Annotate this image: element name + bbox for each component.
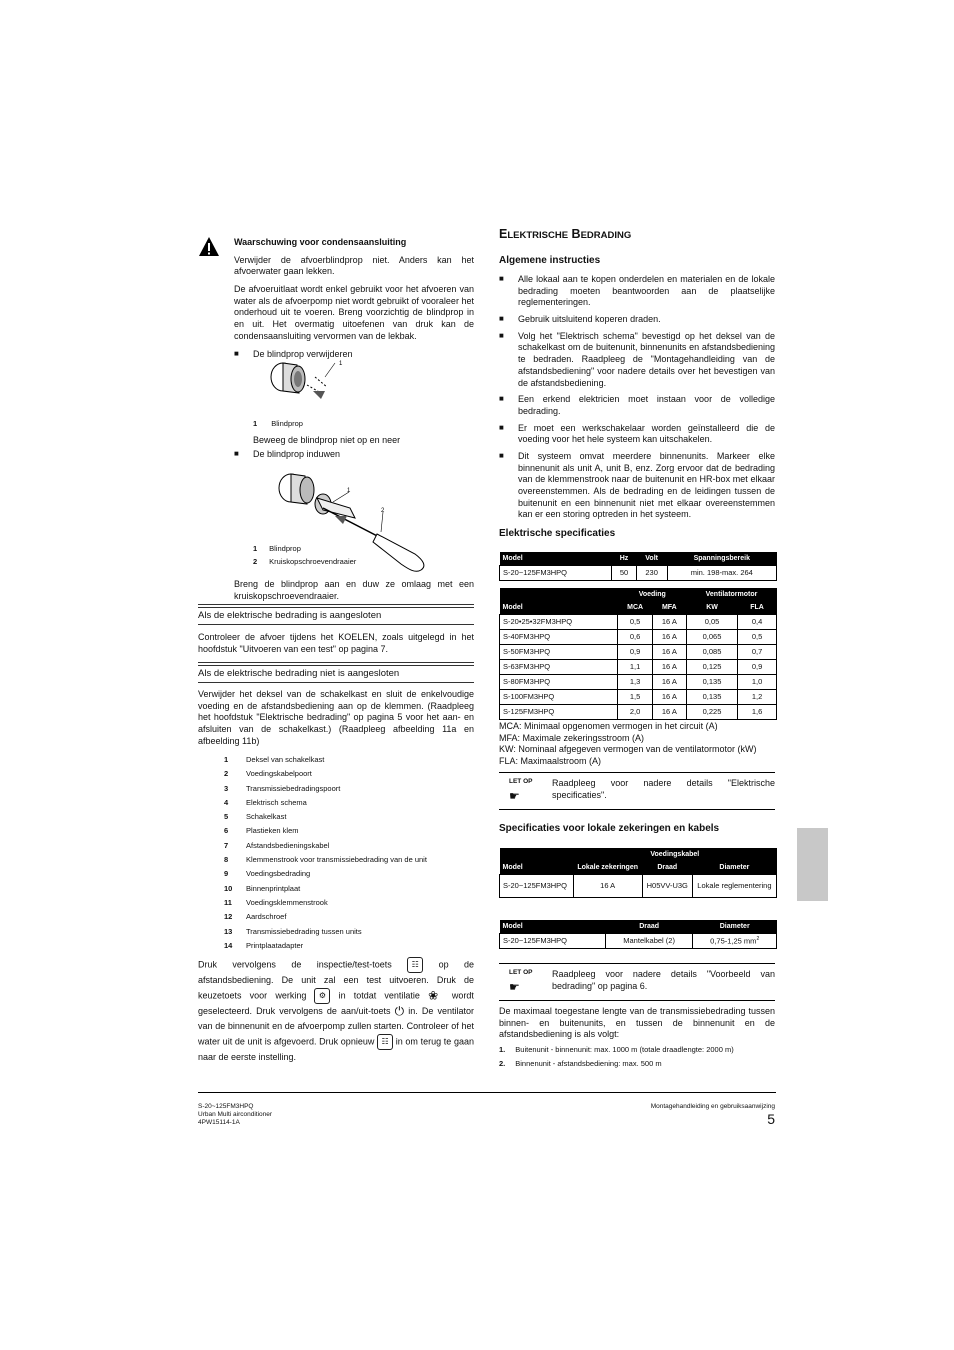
- list-item: 10 Binnenprintplaat: [224, 883, 301, 893]
- list-item: 14 Printplaatadapter: [224, 940, 304, 950]
- fan-icon: ❀: [428, 988, 444, 1003]
- table-row: S-40FM3HPQ 0,6 16 A 0,065 0,5: [500, 630, 777, 645]
- table-row: S-20~125FM3HPQ 50 230 min. 198-max. 264: [500, 566, 777, 581]
- fuse-title: Specificaties voor lokale zekeringen en kabels: [499, 823, 720, 834]
- bullet-insert: ■ De blindprop induwen: [234, 449, 493, 461]
- abbreviations: MCA: Minimaal opgenomen vermogen in het circuit (A) MFA: Maximale zekeringsstroom (A) KW: Nominaal afgegeven vermogen van de ventilatormotor (kW) FLA: Maximaalstroom (A): [499, 721, 757, 766]
- divider: [198, 662, 474, 666]
- table-row: S-63FM3HPQ 1,1 16 A 0,125 0,9: [500, 660, 777, 675]
- list-item: ■ Gebruik uitsluitend koperen draden.: [499, 314, 775, 326]
- list-item: ■ Alle lokaal aan te kopen onderdelen en materialen en de lokale bedrading moeten beantwoorden aan de plaatselijke reglementeringen.: [499, 274, 775, 309]
- table-transmission-cable: Model Draad Diameter S-20~125FM3HPQ Mantelkabel (2) 0,75-1,25 $mm^2$: [499, 920, 777, 949]
- table-fuse-cable: Voedingskabel Model Lokale zekeringen Draad Diameter S-20~125FM3HPQ 16 A H05VV-U3G Lokale reglementering: [499, 848, 777, 898]
- table-electrical-spec: Voeding Ventilatormotor Model MCA MFA KW FLA S-20•25•32FM3HPQ 0,5 16 A 0,05 0,4 S-40FM3HPQ 0,6 16 A 0,065 0,5 S-50FM3HPQ 0,9 16 A 0,085 0,7 S-63FM3HPQ 1,1 16 A 0,125 0,9 S-80FM3HPQ 1,3 16 A 0,135 1,0 S-100FM3HPQ 1,5 16 A 0,135 1,2 S-125FM3HPQ 2,0 16 A 0,225 1,6: [499, 588, 777, 720]
- bullet-remove: ■ De blindprop verwijderen: [234, 349, 474, 361]
- fig1-legend: 1 Blindprop: [253, 419, 303, 428]
- list-item: ■ Dit systeem omvat meerdere binnenunits. Markeer elke binnenunit als unit A, unit B, enz. Zorg ervoor dat de bedrading van de klemmenstrook naar de buitenunit en HR-box met elkaar overeenstemmen. Als de bedrading en de leidingen tussen de buitenunit en een binnenunit niet met elkaar overeenstemmen kan er een storing optreden in het systeem.: [499, 451, 775, 521]
- table-power-spec: Model Hz Volt Spanningsbereik S-20~125FM3HPQ 50 230 min. 198-max. 264: [499, 552, 777, 581]
- warning-p3: Beweeg de blindprop niet op en neer: [253, 435, 401, 445]
- page-title: ELEKTRISCHE BEDRADING: [499, 227, 632, 241]
- general-list: [499, 274, 775, 521]
- divider: [198, 682, 474, 683]
- table-row: S-20~125FM3HPQ 16 A H05VV-U3G Lokale reglementering: [500, 875, 777, 898]
- divider: [198, 624, 474, 625]
- warning-icon: [198, 236, 220, 258]
- footer-rule: [198, 1092, 776, 1093]
- figure-remove-plug: [255, 355, 365, 415]
- general-title: Algemene instructies: [499, 255, 601, 266]
- table-row: S-20~125FM3HPQ Mantelkabel (2) 0,75-1,25 $mm^2$: [500, 934, 777, 949]
- power-icon: ⏻: [394, 1004, 405, 1019]
- footer-model: S-20~125FM3HPQ: [198, 1103, 254, 1110]
- warning-block: [234, 237, 474, 360]
- list-item: 2 Voedingskabelpoort: [224, 769, 312, 779]
- section-not-connected-text: Verwijder het deksel van de schakelkast en sluit de enkelvoudige voeding en de afstandsbediening aan op de klemmen. (Raadpleeg het hoofdstuk "Elektrische bedrading" op pagina 5 voor het aan- en afsluiten van de schakelkast.) (Raadpleeg afbeelding 11a en afbeelding 11b): [198, 689, 474, 746]
- note-box: LET OP ☛ Raadpleeg voor nadere details "Voorbeeld van bedrading" op pagina 6.: [499, 963, 775, 1001]
- warning-p4: Breng de blindprop aan en duw ze omlaag met een kruiskopschroevendraaier.: [234, 579, 474, 601]
- warning-p2: De afvoeruitlaat wordt enkel gebruikt voor het afvoeren van water als de afvoerpomp niet wordt gebruikt of vooraleer het onderhoud uit te voeren. Breng voorzichtig de blindprop in en uit. Het overmatig uitoefenen van druk kan de condensaansluiting vervormen van de lekbak.: [234, 284, 474, 341]
- page-number: 5: [767, 1111, 775, 1127]
- length-text: De maximaal toegestane lengte van de transmissiebedrading tussen binnen- en buitenunits, en tussen de binnenunit en de afstandsbediening is als volgt:: [499, 1006, 775, 1040]
- list-item: ■ Volg het "Elektrisch schema" bevestigd op het deksel van de schakelkast om de buitenunit, binnenunits en afstandsbediening te bedraden. Raadpleeg de "Montagehandleiding van de afstandsbediening" voor nadere details over het bevestigen van de afstandsbediening.: [499, 331, 775, 389]
- list-item: 8 Klemmenstrook voor transmissiebedrading van de unit: [224, 855, 427, 865]
- list-item: 1. Buitenunit - binnenunit: max. 1000 m (totale draadlengte: 2000 m): [499, 1045, 734, 1054]
- parts-list: [224, 755, 474, 955]
- footer-manual: Montagehandleiding en gebruiksaanwijzing: [650, 1103, 775, 1110]
- list-item: 11 Voedingsklemmenstrook: [224, 897, 328, 907]
- list-item: 13 Transmissiebedrading tussen units: [224, 926, 362, 936]
- list-item: 2. Binnenunit - afstandsbediening: max. 500 m: [499, 1059, 662, 1068]
- list-item: 12 Aardschroef: [224, 912, 287, 922]
- divider: [198, 604, 474, 608]
- test-procedure-text: Druk vervolgens de inspectie/test-toets ☷ op de afstandsbediening. De unit zal een test uitvoeren. Druk de keuzetoets voor werking ⚙ in totdat ventilatie ❀ wordt geselecteerd. Druk vervolgens de aan/uit-toets ⏻ in. De ventilator van de binnenunit en de afvoerpomp zullen starten. Controleer of het water uit de unit is afgevoerd. Druk opnieuw ☷ in om terug te gaan naar de eerste instelling.: [198, 957, 474, 1065]
- footer-code: 4PW15114-1A: [198, 1119, 240, 1126]
- chapter-tab: [797, 828, 828, 901]
- section-connected-text: Controleer de afvoer tijdens het KOELEN, zoals uitgelegd in het hoofdstuk "Uitvoeren van een test" op pagina 7.: [198, 632, 474, 654]
- table-row: S-20•25•32FM3HPQ 0,5 16 A 0,05 0,4: [500, 615, 777, 630]
- list-item: 3 Transmissiebedradingspoort: [224, 783, 341, 793]
- note-box: LET OP ☛ Raadpleeg voor nadere details "Elektrische specificaties".: [499, 772, 775, 810]
- list-item: ■ Een erkend elektricien moet instaan voor de volledige bedrading.: [499, 394, 775, 417]
- inspection-test-button-icon: ☷: [407, 957, 423, 973]
- warning-p1: Verwijder de afvoerblindprop niet. Anders kan het afvoerwater gaan lekken.: [234, 254, 474, 277]
- table-row: S-125FM3HPQ 2,0 16 A 0,225 1,6: [500, 705, 777, 720]
- fig2-callout-1: 1: [347, 488, 351, 494]
- inspection-test-button-icon: ☷: [377, 1034, 393, 1050]
- fig2-legend: 1 Blindprop 2 Kruiskopschroevendraaier: [253, 544, 357, 566]
- list-item: ■ Er moet een werkschakelaar worden geïnstalleerd die de voeding voor het hele systeem kan uitschakelen.: [499, 423, 775, 446]
- table-row: S-50FM3HPQ 0,9 16 A 0,085 0,7: [500, 645, 777, 660]
- list-item: 9 Voedingsbedrading: [224, 869, 311, 879]
- list-item: 5 Schakelkast: [224, 812, 287, 822]
- fig2-callout-2: 2: [381, 508, 385, 514]
- table-row: S-100FM3HPQ 1,5 16 A 0,135 1,2: [500, 690, 777, 705]
- list-item: 6 Plastieken klem: [224, 826, 299, 836]
- table-row: S-80FM3HPQ 1,3 16 A 0,135 1,0: [500, 675, 777, 690]
- list-item: 1 Deksel van schakelkast: [224, 755, 325, 764]
- spec-title: Elektrische specificaties: [499, 528, 616, 539]
- footer-left: [198, 1103, 272, 1127]
- section-not-connected-title: Als de elektrische bedrading niet is aangesloten: [198, 668, 400, 679]
- list-item: 7 Afstandsbedieningskabel: [224, 840, 330, 850]
- pointing-hand-icon: ☛: [509, 980, 520, 994]
- fig1-callout: 1: [339, 361, 343, 367]
- length-list: [499, 1043, 775, 1071]
- warning-title: Waarschuwing voor condensaansluiting: [234, 237, 407, 247]
- mode-selector-button-icon: ⚙: [314, 988, 330, 1004]
- section-connected-title: Als de elektrische bedrading is aangesloten: [198, 610, 382, 621]
- pointing-hand-icon: ☛: [509, 789, 520, 803]
- footer-product: Urban Multi airconditioner: [198, 1111, 273, 1118]
- list-item: 4 Elektrisch schema: [224, 797, 307, 807]
